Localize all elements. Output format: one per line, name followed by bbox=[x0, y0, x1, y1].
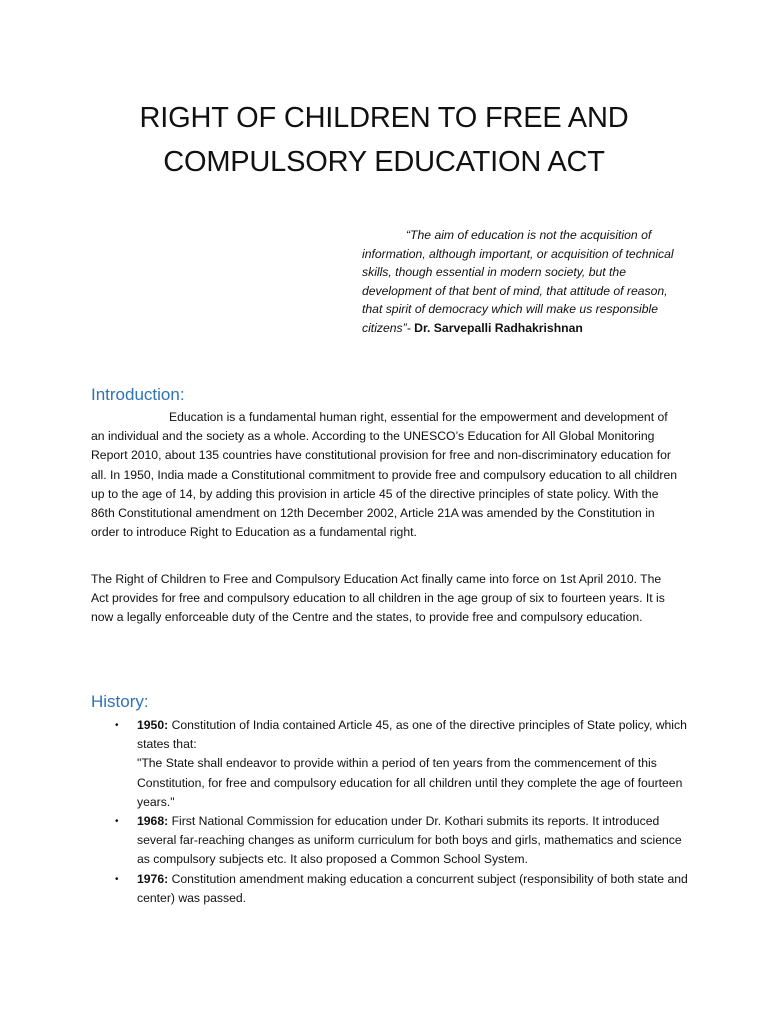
bullet-icon: • bbox=[115, 873, 119, 885]
history-text: Constitution amendment making education a concurrent subject (responsibility of both state and center) was passed. bbox=[137, 871, 688, 905]
history-list bbox=[91, 716, 691, 908]
quote-author: Dr. Sarvepalli Radhakrishnan bbox=[414, 320, 583, 335]
introduction-paragraph-1 bbox=[91, 408, 681, 542]
bullet-icon: • bbox=[115, 720, 119, 731]
introduction-heading: Introduction: bbox=[91, 385, 185, 404]
list-item bbox=[91, 812, 691, 870]
list-item bbox=[91, 870, 691, 908]
title-line-1: RIGHT OF CHILDREN TO FREE AND bbox=[139, 102, 629, 134]
quote-text: “The aim of education is not the acquisition of information, although important, or acquisition of technical skills, though essential in modern society, but the development of that bent of mind, that attitude of reason, that spirit of democracy which will make us responsible citizens”- bbox=[362, 228, 674, 335]
document-title bbox=[0, 96, 768, 184]
history-text: First National Commission for education under Dr. Kothari submits its reports. It introduced several far-reaching changes as uniform curriculum for both boys and girls, mathematics and science as compulsory subjects etc. It also proposed a Common School System. bbox=[137, 814, 682, 867]
bullet-icon: • bbox=[115, 816, 119, 828]
list-item bbox=[91, 716, 691, 812]
history-year: 1968: bbox=[137, 814, 169, 829]
epigraph-quote bbox=[362, 226, 682, 338]
history-year: 1950: bbox=[137, 718, 169, 732]
history-text: Constitution of India contained Article 45, as one of the directive principles of State policy, which states that: bbox=[137, 718, 687, 752]
history-quote: "The State shall endeavor to provide within a period of ten years from the commencement of this Constitution, for free and compulsory education for all children until they complete the age of fourteen years." bbox=[137, 756, 683, 809]
title-line-2: COMPULSORY EDUCATION ACT bbox=[163, 146, 605, 178]
history-heading: History: bbox=[91, 692, 149, 711]
introduction-paragraph-1-text: Education is a fundamental human right, essential for the empowerment and development of an individual and the society as a whole. According to the UNESCO’s Education for All Global Monitoring Report 2010, about 135 countries have constitutional provision for free and non-discriminatory education for all. In 1950, India made a Constitutional commitment to provide free and compulsory education to all children up to the age of 14, by adding this provision in article 45 of the directive principles of state policy. With the 86th Constitutional amendment on 12th December 2002, Article 21A was amended by the Constitution in order to introduce Right to Education as a fundamental right. bbox=[91, 410, 677, 540]
introduction-paragraph-2: The Right of Children to Free and Compulsory Education Act finally came into force on 1st April 2010. The Act provides for free and compulsory education to all children in the age group of six to fourteen years. It is now a legally enforceable duty of the Centre and the states, to provide free and compulsory education. bbox=[91, 572, 665, 625]
history-year: 1976: bbox=[137, 871, 169, 886]
